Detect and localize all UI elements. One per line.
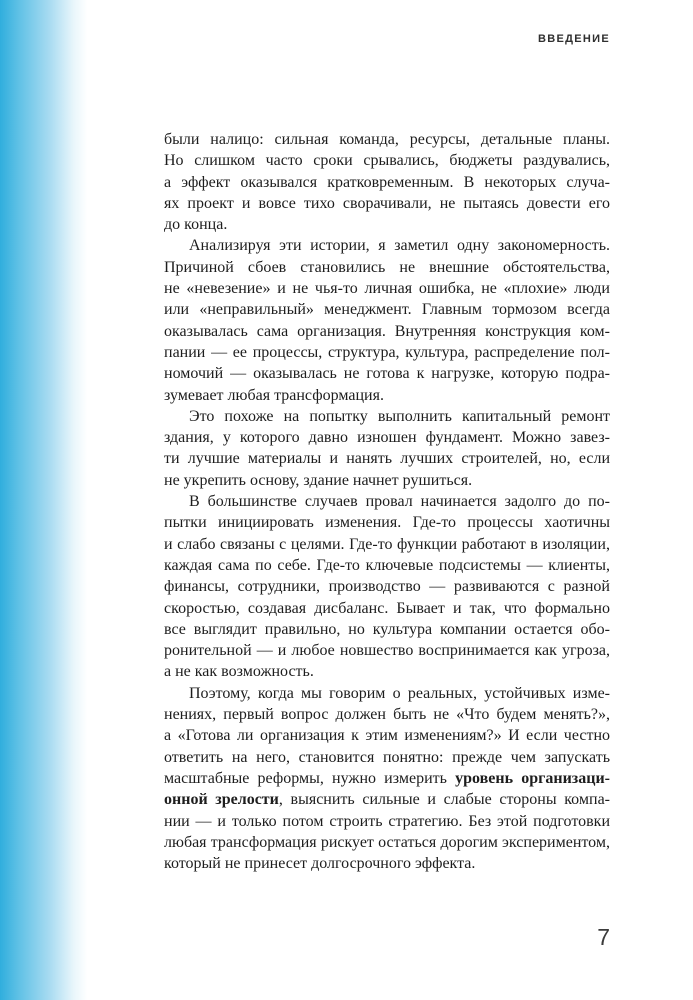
text-line: оказывалась сама организация. Внутренняя конструкция ком- [164, 322, 610, 340]
text-line: до конца. [164, 216, 228, 234]
text-line: нии — и только потом строить стратегию. Без этой подготовки [164, 812, 610, 830]
page-number: 7 [597, 924, 610, 950]
text-line: Но слишком часто сроки срывались, бюджеты раздувались, [164, 152, 610, 170]
page-edge-gradient [0, 0, 90, 1000]
running-header: ВВЕДЕНИЕ [538, 33, 610, 45]
text-line: номочий — оказывалась не готова к нагрузке, которую подра- [164, 365, 610, 383]
text-line: ответить на него, становится понятно: прежде чем запускать [164, 748, 610, 766]
text-line: были налицо: сильная команда, ресурсы, детальные планы. [164, 131, 610, 148]
text-line: не укрепить основу, здание начнет рушиться. [164, 471, 473, 489]
paragraph [164, 129, 610, 235]
text-line: каждая сама по себе. Где-то ключевые подсистемы — клиенты, [164, 556, 610, 574]
paragraph [164, 683, 610, 875]
text-line: а эффект оказывался кратковременным. В некоторых случа- [164, 173, 610, 191]
page-body [164, 129, 610, 874]
text-line: а «Готова ли организация к этим изменениям?» И если честно [164, 727, 610, 745]
text-line: все выглядит правильно, но культура компании остается обо- [164, 620, 610, 638]
text-line: или «неправильный» менеджмент. Главным тормозом всегда [164, 301, 610, 319]
text-line: пании — ее процессы, структура, культура, распределение пол- [164, 343, 610, 361]
text-line: Анализируя эти истории, я заметил одну закономерность. [189, 237, 610, 255]
text-line: здания, у которого давно изношен фундамент. Можно завез- [164, 429, 610, 447]
text-line: В большинстве случаев провал начинается задолго до по- [189, 493, 610, 511]
text-line: который не принесет долгосрочного эффекта. [164, 855, 476, 873]
text-line: Причиной сбоев становились не внешние обстоятельства, [164, 258, 610, 276]
text-line: онной зрелости, выяснить сильные и слабые стороны компа- [164, 791, 610, 809]
text-line: зумевает любая трансформация. [164, 386, 384, 404]
emphasis-text: уровень организаци- [455, 769, 611, 787]
text-line: а не как возможность. [164, 663, 314, 681]
text-line: ях проект и вовсе тихо сворачивали, не пытаясь довести его [164, 194, 610, 212]
text-line: Поэтому, когда мы говорим о реальных, устойчивых изме- [189, 684, 610, 702]
text-line: скоростью, создавая дисбаланс. Бывает и так, что формально [164, 599, 610, 617]
emphasis-text: онной зрелости [164, 791, 279, 809]
text-line: Это похоже на попытку выполнить капитальный ремонт [189, 407, 610, 425]
text-line: любая трансформация рискует остаться дорогим экспериментом, [164, 833, 610, 851]
paragraph [164, 406, 610, 491]
text-line: пытки инициировать изменения. Где-то процессы хаотичны [164, 514, 610, 532]
text-line: финансы, сотрудники, производство — развиваются с разной [164, 578, 610, 596]
text-line: не «невезение» и не чья-то личная ошибка, не «плохие» люди [164, 280, 610, 298]
text-line: и слабо связаны с целями. Где-то функции работают в изоляции, [164, 535, 610, 553]
paragraph [164, 235, 610, 405]
paragraph [164, 491, 610, 683]
text-line: масштабные реформы, нужно измерить уровень организаци- [164, 769, 611, 787]
text-line: нениях, первый вопрос должен быть не «Что будем менять?», [164, 706, 610, 724]
text-line: ти лучшие материалы и нанять лучших строителей, но, если [164, 450, 610, 468]
text-line: ронительной — и любое новшество воспринимается как угроза, [164, 642, 610, 660]
